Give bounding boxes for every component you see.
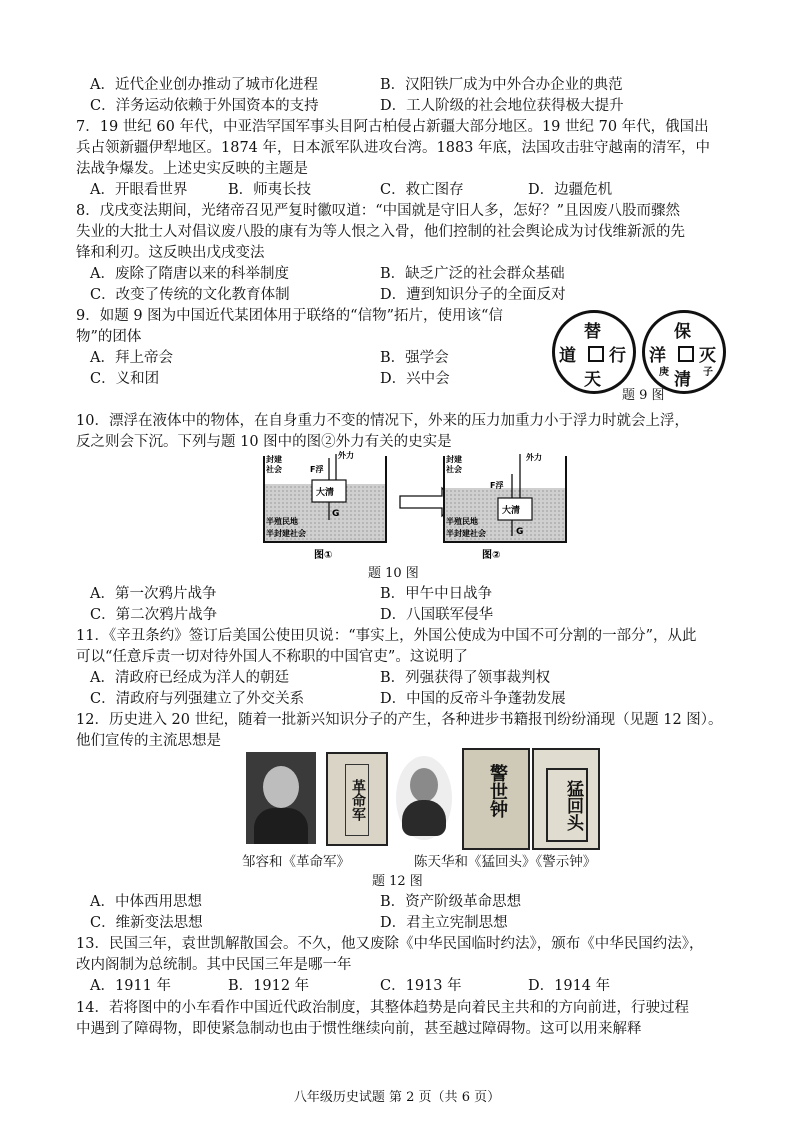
q13-option-a: A．1911 年	[90, 978, 171, 994]
fig10-g-label-2: G	[516, 527, 524, 537]
fig10-upper-label-2a: 社会	[266, 465, 282, 474]
q6-option-b: B．汉阳铁厂成为中外合办企业的典范	[380, 77, 623, 93]
q9-option-c: C．义和团	[90, 371, 160, 387]
q7-stem-line-3: 法战争爆发。上述史实反映的主题是	[76, 161, 308, 177]
q13-option-d: D．1914 年	[528, 978, 611, 994]
q7-option-b: B．师夷长技	[228, 182, 312, 198]
q7-stem-line-1: 7．19 世纪 60 年代，中亚浩罕国军事头目阿古柏侵占新疆大部分地区。19 世纪 70 年代，俄国出	[76, 119, 709, 135]
coin-rubbing-2	[642, 310, 726, 394]
q9-option-d: D．兴中会	[380, 371, 450, 387]
q7-option-c: C．救亡图存	[380, 182, 464, 198]
fig10-diagram	[250, 450, 570, 566]
fig10-caption: 题 10 图	[368, 566, 419, 581]
q12-option-c: C．维新变法思想	[90, 915, 203, 931]
coin2-top-char: 保	[674, 322, 691, 342]
q11-option-b: B．列强获得了领事裁判权	[380, 670, 551, 686]
q10-stem-line-1: 10．漂浮在液体中的物体，在自身重力不变的情况下，外来的压力加重力小于浮力时就会上浮，	[76, 413, 689, 429]
fig10-upper-label-2b: 社会	[446, 465, 462, 474]
fig10-sub-label-2: 图②	[482, 550, 501, 561]
coin1-top-char: 替	[584, 322, 601, 342]
coin2-bottom-char: 清	[674, 370, 691, 390]
q10-option-a: A．第一次鸦片战争	[90, 586, 217, 602]
q9-option-b: B．强学会	[380, 350, 449, 366]
coin2-small-char-1: 庚	[659, 367, 669, 378]
q12-option-d: D．君主立宪制思想	[380, 915, 508, 931]
q12-stem-line-2: 他们宣传的主流思想是	[76, 733, 221, 749]
q11-stem-line-2: 可以“任意斥责一切对待外国人不称职的中国官吏”。这说明了	[76, 649, 468, 665]
q6-option-d: D．工人阶级的社会地位获得极大提升	[380, 98, 624, 114]
q11-option-c: C．清政府与列强建立了外交关系	[90, 691, 305, 707]
q7-option-d: D．边疆危机	[528, 182, 613, 198]
coin2-right-char: 灭	[699, 346, 716, 366]
coin1-bottom-char: 天	[584, 370, 601, 390]
q12-option-b: B．资产阶级革命思想	[380, 894, 522, 910]
book-meng-huitou-title: 猛回头	[546, 768, 588, 842]
q8-stem-line-2: 失业的大批士人对倡议废八股的康有为等人恨之入骨，他们控制的社会舆论成为讨伐维新派的先	[76, 224, 685, 240]
q13-option-c: C．1913 年	[380, 978, 462, 994]
fig10-lower-label-2b: 半封建社会	[446, 529, 486, 538]
q8-option-c: C．改变了传统的文化教育体制	[90, 287, 290, 303]
book-meng-huitou	[532, 748, 600, 850]
book-geming-jun	[326, 752, 388, 846]
fig10-sub-label-1: 图①	[314, 550, 333, 561]
fig10-force-label-2: 外力	[526, 453, 542, 462]
q7-stem-line-2: 兵占领新疆伊犁地区。1874 年，日本派军队进攻台湾。1883 年底，法国攻击驻守越南的清军，中	[76, 140, 711, 156]
q11-option-d: D．中国的反帝斗争蓬勃发展	[380, 691, 566, 707]
q8-option-b: B．缺乏广泛的社会群众基础	[380, 266, 565, 282]
q9-stem-line-2: 物”的团体	[76, 329, 142, 345]
fig10-g-label-1: G	[332, 509, 340, 519]
q8-stem-line-1: 8．戊戌变法期间，光绪帝召见严复时徽叹道：“中国就是守旧人多，怎好？”且因废八股而骤然	[76, 203, 681, 219]
fig10-lower-label-1a: 半殖民地	[266, 517, 298, 526]
q8-option-d: D．遭到知识分子的全面反对	[380, 287, 566, 303]
fig9-caption: 题 9 图	[622, 388, 665, 403]
q14-stem-line-2: 中遇到了障碍物，即使紧急制动也由于惯性继续向前，甚至越过障碍物。这可以用来解释	[76, 1021, 642, 1037]
fig12-label-left: 邹容和《革命军》	[242, 854, 350, 870]
portrait-zou-rong	[246, 752, 316, 844]
fig10-force-label-1: 外力	[338, 451, 354, 460]
fig10-lower-label-1b: 半殖民地	[446, 517, 478, 526]
fig10-box-label-2: 大清	[502, 506, 521, 516]
q11-stem-line-1: 11．《辛丑条约》签订后美国公使田贝说：“事实上，外国公使成为中国不可分割的一部分”，从此	[76, 628, 697, 644]
q14-stem-line-1: 14．若将图中的小车看作中国近代政治制度，其整体趋势是向着民主共和的方向前进，行驶过程	[76, 1000, 689, 1016]
fig10-lower-label-2a: 半封建社会	[266, 529, 306, 538]
q6-option-c: C．洋务运动依赖于外国资本的支持	[90, 98, 319, 114]
page-footer: 八年级历史试题 第 2 页（共 6 页）	[293, 1090, 501, 1105]
coin2-small-char-2: 子	[703, 367, 713, 378]
coin1-left-char: 道	[559, 346, 576, 366]
q6-option-a: A．近代企业创办推动了城市化进程	[90, 77, 318, 93]
book-jingshi-zhong	[462, 748, 530, 850]
q9-option-a: A．拜上帝会	[90, 350, 173, 366]
portrait-chen-tianhua	[396, 756, 452, 840]
q8-option-a: A．废除了隋唐以来的科举制度	[90, 266, 289, 282]
q13-stem-line-1: 13．民国三年，袁世凯解散国会。不久，他又废除《中华民国临时约法》，颁布《中华民国约法》，	[76, 936, 704, 952]
coin2-left-char: 洋	[649, 346, 666, 366]
q13-stem-line-2: 改内阁制为总统制。其中民国三年是哪一年	[76, 957, 352, 973]
q10-option-c: C．第二次鸦片战争	[90, 607, 218, 623]
q10-option-b: B．甲午中日战争	[380, 586, 493, 602]
fig12-caption: 题 12 图	[372, 874, 423, 889]
coin-rubbing-1	[552, 310, 636, 394]
fig12-label-right: 陈天华和《猛回头》《警示钟》	[414, 854, 597, 870]
q12-stem-line-1: 12．历史进入 20 世纪，随着一批新兴知识分子的产生，各种进步书籍报刊纷纷涌现（见题 12 图）。	[76, 712, 723, 728]
q8-stem-line-3: 锋和利刃。这反映出戊戌变法	[76, 245, 265, 261]
coin1-right-char: 行	[609, 346, 626, 366]
fig10-upper-label-1a: 封建	[266, 455, 282, 464]
q12-option-a: A．中体西用思想	[90, 894, 202, 910]
fig10-upper-label-1b: 封建	[446, 455, 462, 464]
fig10-f-label-2: F浮	[490, 481, 504, 490]
fig10-f-label-1: F浮	[310, 465, 324, 474]
q10-option-d: D．八国联军侵华	[380, 607, 494, 623]
q13-option-b: B．1912 年	[228, 978, 310, 994]
q7-option-a: A．开眼看世界	[90, 182, 188, 198]
fig10-box-label-1: 大清	[316, 488, 335, 498]
book-jingshi-zhong-title: 警世钟	[487, 764, 508, 818]
q11-option-a: A．清政府已经成为洋人的朝廷	[90, 670, 289, 686]
q10-stem-line-2: 反之则会下沉。下列与题 10 图中的图②外力有关的史实是	[76, 434, 452, 450]
q9-stem-line-1: 9．如题 9 图为中国近代某团体用于联络的“信物”拓片，使用该“信	[76, 308, 503, 324]
book-geming-jun-title: 革命军	[345, 764, 369, 836]
